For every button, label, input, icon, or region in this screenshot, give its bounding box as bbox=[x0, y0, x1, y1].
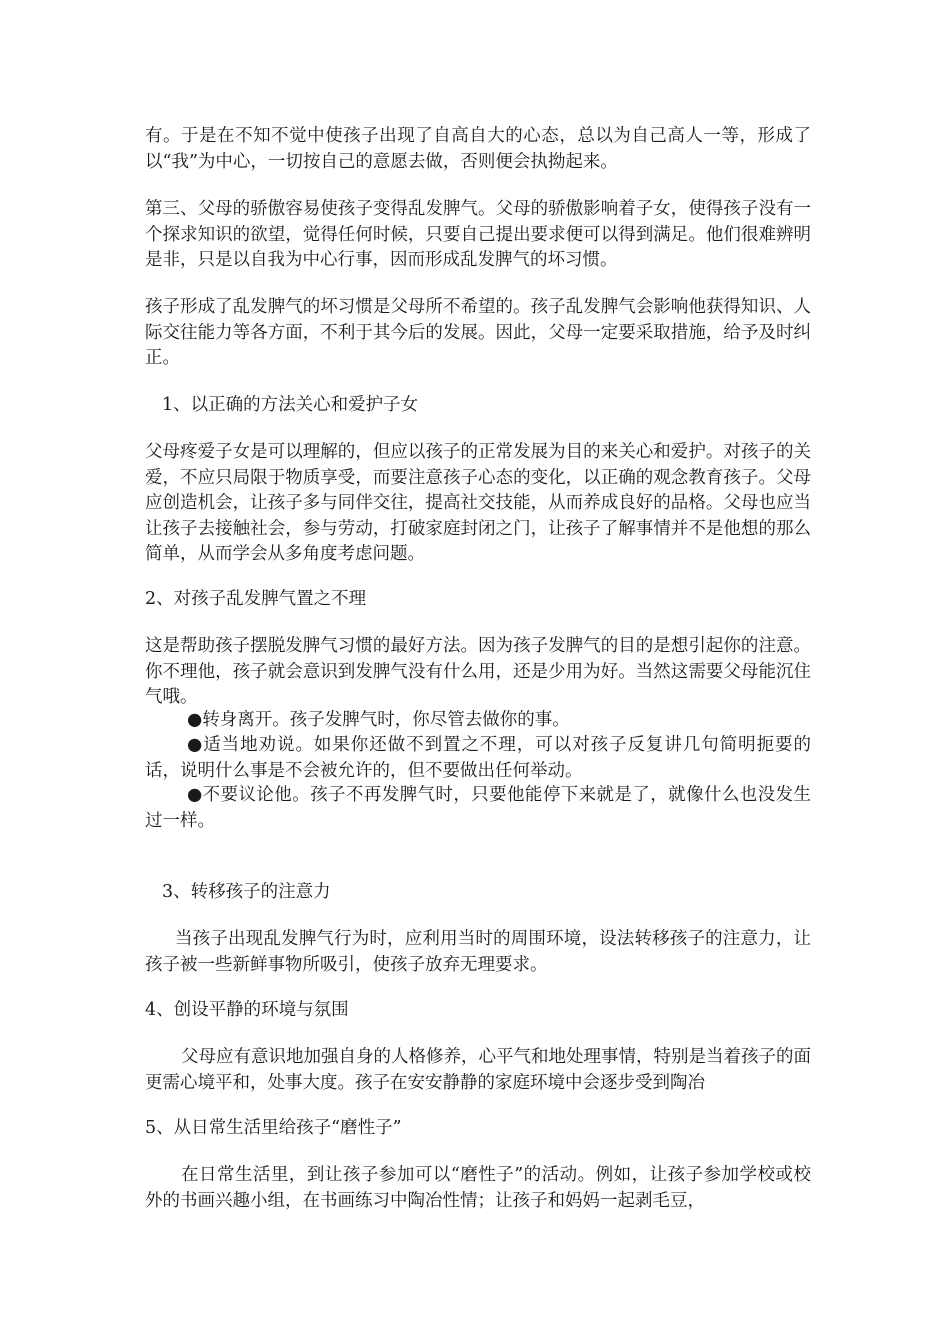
paragraph-2: 第三、父母的骄傲容易使孩子变得乱发脾气。父母的骄傲影响着子女，使得孩子没有一个探求知识的欲望，觉得任何时候，只要自己提出要求便可以得到满足。他们很难辨明是非，只是以自我为中心行事，因而形成乱发脾气的坏习惯。 bbox=[145, 199, 811, 270]
bullet-item-2: ●适当地劝说。如果你还做不到置之不理，可以对孩子反复讲几句简明扼要的话，说明什么事是不会被允许的，但不要做出任何举动。 bbox=[145, 735, 811, 781]
paragraph-4: 父母疼爱子女是可以理解的，但应以孩子的正常发展为目的来关心和爱护。对孩子的关爱，不应只局限于物质享受，而要注意孩子心态的变化，以正确的观念教育孩子。父母应创造机会，让孩子多与同伴交往，提高社交技能，从而养成良好的品格。父母也应当让孩子去接触社会，参与劳动，打破家庭封闭之门，让孩子了解事情并不是他想的那么简单，从而学会从多角度考虑问题。 bbox=[145, 442, 811, 564]
paragraph-7: 父母应有意识地加强自身的人格修养，心平气和地处理事情，特别是当着孩子的面更需心境平和，处事大度。孩子在安安静静的家庭环境中会逐步受到陶冶 bbox=[145, 1047, 811, 1093]
section-heading-3: 3、转移孩子的注意力 bbox=[162, 882, 331, 902]
paragraph-8: 在日常生活里，到让孩子参加可以“磨性子”的活动。例如，让孩子参加学校或校外的书画兴趣小组，在书画练习中陶冶性情；让孩子和妈妈一起剥毛豆， bbox=[145, 1165, 811, 1211]
bullet-item-3: ●不要议论他。孩子不再发脾气时，只要他能停下来就是了，就像什么也没发生过一样。 bbox=[145, 785, 811, 831]
section-heading-5: 5、从日常生活里给孩子“磨性子” bbox=[145, 1118, 402, 1138]
paragraph-1: 有。于是在不知不觉中使孩子出现了自高自大的心态，总以为自己高人一等，形成了以“我”为中心，一切按自己的意愿去做，否则便会执拗起来。 bbox=[145, 126, 811, 172]
paragraph-6: 当孩子出现乱发脾气行为时，应利用当时的周围环境，设法转移孩子的注意力，让孩子被一些新鲜事物所吸引，使孩子放弃无理要求。 bbox=[145, 929, 811, 975]
paragraph-3: 孩子形成了乱发脾气的坏习惯是父母所不希望的。孩子乱发脾气会影响他获得知识、人际交往能力等各方面，不利于其今后的发展。因此，父母一定要采取措施，给予及时纠正。 bbox=[145, 297, 811, 368]
section-heading-4: 4、创设平静的环境与氛围 bbox=[145, 1000, 349, 1020]
bullet-item-1: ●转身离开。孩子发脾气时，你尽管去做你的事。 bbox=[187, 710, 570, 730]
section-heading-1: 1、以正确的方法关心和爱护子女 bbox=[162, 395, 419, 415]
paragraph-5: 这是帮助孩子摆脱发脾气习惯的最好方法。因为孩子发脾气的目的是想引起你的注意。你不理他，孩子就会意识到发脾气没有什么用，还是少用为好。当然这需要父母能沉住气哦。 bbox=[145, 636, 811, 707]
section-heading-2: 2、对孩子乱发脾气置之不理 bbox=[145, 589, 367, 609]
